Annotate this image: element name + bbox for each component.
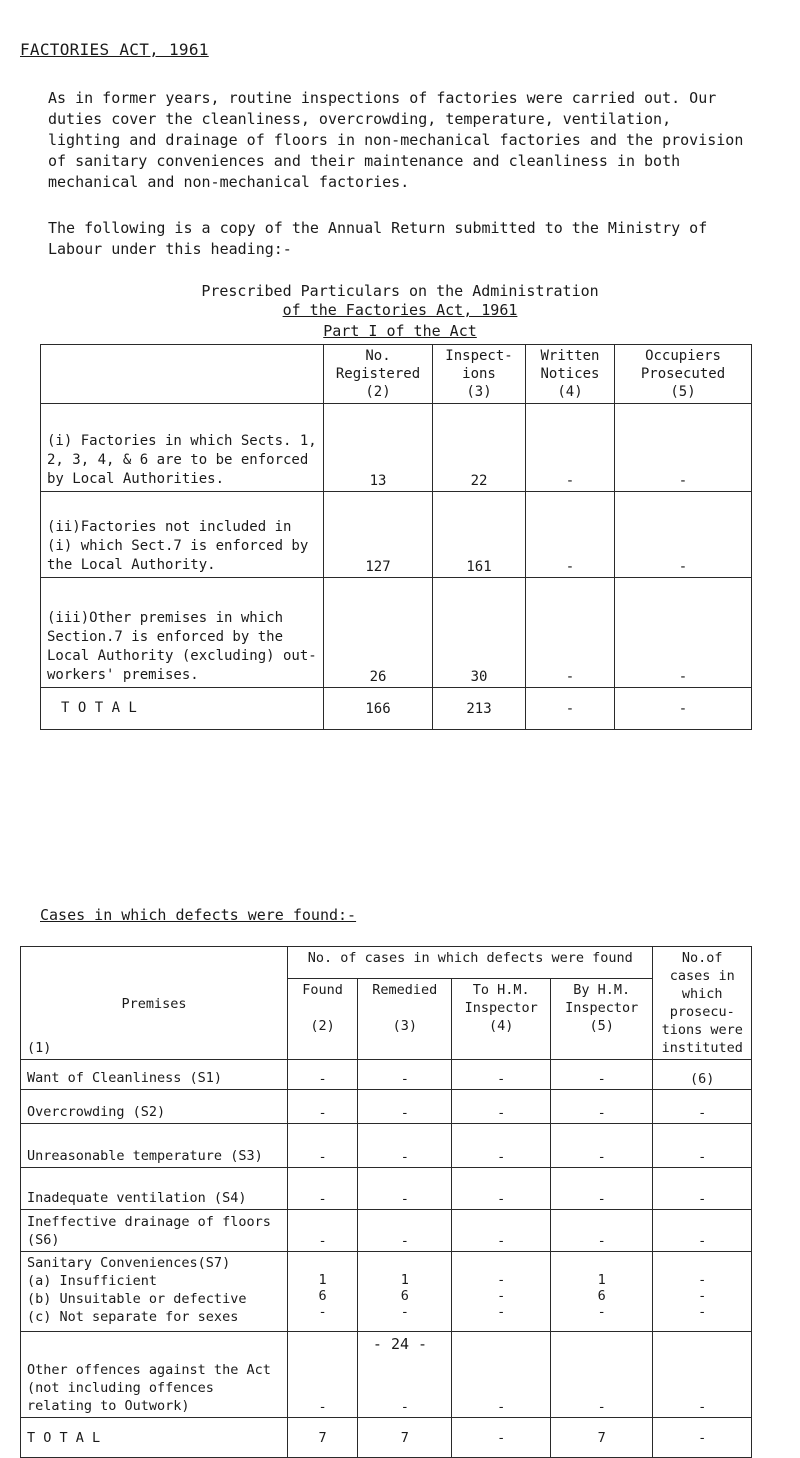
cases-title: Cases in which defects were found:-	[40, 906, 357, 924]
header-remedied	[358, 978, 452, 1059]
header-by-hm	[550, 978, 653, 1059]
sanitary-label-cell	[21, 1252, 288, 1332]
header-registered	[324, 345, 433, 404]
header-label: No. Registered	[335, 348, 421, 382]
value: -	[597, 1304, 606, 1320]
header-label: Written Notices	[540, 348, 600, 382]
row-label: (ii)Factories not included in (i) which Sect.7 is enforced by the Local Authority.	[41, 492, 324, 578]
row-label: Inadequate ventilation (S4)	[21, 1168, 288, 1210]
cell-prosecuted: -	[615, 404, 752, 492]
header-prosecuted	[615, 345, 752, 404]
premises-label: Premises	[121, 996, 187, 1012]
sub-num: (3)	[392, 1017, 417, 1034]
cell-found: -	[288, 1210, 358, 1252]
table-row	[21, 1090, 752, 1124]
total-remedied: 7	[358, 1418, 452, 1458]
cell-found: -	[288, 1332, 358, 1418]
cell-prosecutions	[653, 1060, 752, 1090]
cell-by-hm: -	[550, 1168, 653, 1210]
cell-found: -	[288, 1124, 358, 1168]
header-inspections	[433, 345, 526, 404]
cell-found: -	[288, 1168, 358, 1210]
total-row	[21, 1418, 752, 1458]
value: -	[400, 1304, 409, 1320]
cell-notices: -	[526, 578, 615, 688]
cell-to-hm: -	[452, 1090, 550, 1124]
sub-label: Found	[302, 981, 343, 998]
cell-by-hm	[550, 1252, 653, 1332]
total-prosecuted: -	[615, 688, 752, 730]
sanitary-row	[21, 1252, 752, 1332]
cell-prosecutions: -	[653, 1168, 752, 1210]
value: -	[497, 1288, 506, 1304]
cell-registered: 26	[324, 578, 433, 688]
cell-inspections: 22	[433, 404, 526, 492]
header-num: (3)	[466, 384, 492, 400]
header-premises	[21, 947, 288, 1060]
subtitle-line-1: Prescribed Particulars on the Administration	[201, 282, 599, 300]
header-label: Inspect- ions	[445, 348, 513, 382]
table-row	[41, 578, 752, 688]
value: -	[318, 1304, 327, 1320]
cell-by-hm: -	[550, 1090, 653, 1124]
row-label: Unreasonable temperature (S3)	[21, 1124, 288, 1168]
cell-prosecuted: -	[615, 492, 752, 578]
cell-by-hm: -	[550, 1210, 653, 1252]
cell-to-hm: -	[452, 1124, 550, 1168]
value: 6	[318, 1288, 327, 1304]
cell-to-hm: -	[452, 1332, 550, 1418]
value: -	[698, 1272, 707, 1288]
header-num: (4)	[557, 384, 583, 400]
cell-found	[288, 1252, 358, 1332]
table-row	[21, 1124, 752, 1168]
sub-label: To H.M. Inspector	[464, 981, 538, 1016]
cell-notices: -	[526, 404, 615, 492]
total-label: T O T A L	[21, 1418, 288, 1458]
table-row	[21, 1210, 752, 1252]
group-label: No. of cases in which defects were found	[307, 950, 633, 966]
row-label: Want of Cleanliness (S1)	[21, 1060, 288, 1090]
value: 1	[597, 1272, 606, 1288]
sub-label: Remedied	[372, 981, 438, 998]
value: 6	[597, 1288, 606, 1304]
sanitary-c-label: (c) Not separate for sexes	[27, 1309, 239, 1325]
header-label: Occupiers Prosecuted	[640, 348, 726, 382]
header-prosecutions	[653, 947, 752, 1060]
value: -	[698, 1288, 707, 1304]
header-notices	[526, 345, 615, 404]
cell-by-hm: -	[550, 1060, 653, 1090]
cell-remedied: -	[358, 1210, 452, 1252]
cell-found: -	[288, 1090, 358, 1124]
total-found: 7	[288, 1418, 358, 1458]
table-header-row	[21, 947, 752, 979]
table-row	[21, 1060, 752, 1090]
sub-num: (4)	[489, 1017, 514, 1034]
row-label: (i) Factories in which Sects. 1, 2, 3, 4, & 6 are to be enforced by Local Authorities.	[41, 404, 324, 492]
cell-notices: -	[526, 492, 615, 578]
value: -	[497, 1304, 506, 1320]
blank-header-cell	[41, 345, 324, 404]
cell-to-hm	[452, 1252, 550, 1332]
cell-to-hm: -	[452, 1060, 550, 1090]
row-label: Overcrowding (S2)	[21, 1090, 288, 1124]
row-label: (iii)Other premises in which Section.7 is enforced by the Local Authority (excluding) out-workers' premises.	[41, 578, 324, 688]
total-registered: 166	[324, 688, 433, 730]
cell-remedied: -	[358, 1124, 452, 1168]
cell-found: -	[288, 1060, 358, 1090]
total-inspections: 213	[433, 688, 526, 730]
prosecutions-num: (6)	[690, 1071, 715, 1087]
value: -	[698, 1304, 707, 1320]
table-row	[21, 1168, 752, 1210]
cell-prosecutions: -	[653, 1210, 752, 1252]
table-row	[41, 492, 752, 578]
cell-prosecutions	[653, 1252, 752, 1332]
row-label: Ineffective drainage of floors (S6)	[21, 1210, 288, 1252]
row-label: Other offences against the Act (not including offences relating to Outwork)	[21, 1332, 288, 1418]
value: 6	[400, 1288, 409, 1304]
part-title: Part I of the Act	[323, 322, 477, 340]
sanitary-heading: Sanitary Conveniences(S7)	[27, 1255, 231, 1271]
cell-inspections: 161	[433, 492, 526, 578]
cell-inspections: 30	[433, 578, 526, 688]
header-group	[288, 947, 653, 979]
subtitle-line-2: of the Factories Act, 1961	[282, 301, 518, 319]
sub-num: (5)	[589, 1017, 614, 1034]
table-header-row	[41, 345, 752, 404]
total-to-hm: -	[452, 1418, 550, 1458]
header-num: (2)	[365, 384, 391, 400]
page-heading: FACTORIES ACT, 1961	[20, 40, 209, 59]
value: -	[497, 1272, 506, 1288]
cell-remedied: -	[358, 1332, 452, 1418]
cell-prosecutions: -	[653, 1124, 752, 1168]
intro-paragraph: As in former years, routine inspections of factories were carried out. Our duties cover the cleanliness, overcrowding, temperature, ventilation, lighting and drainage of floors in non-mechanical factories and the provision of sanitary conveniences and their maintenance and cleanliness in both mechanical and non-mechanical factories.	[48, 89, 744, 191]
defects-table	[20, 946, 752, 1458]
total-notices: -	[526, 688, 615, 730]
return-paragraph: The following is a copy of the Annual Return submitted to the Ministry of Labour under this heading:-	[48, 219, 708, 258]
premises-num: (1)	[27, 1040, 52, 1056]
cell-by-hm: -	[550, 1124, 653, 1168]
total-prosecutions: -	[653, 1418, 752, 1458]
cell-prosecuted: -	[615, 578, 752, 688]
total-by-hm: 7	[550, 1418, 653, 1458]
cell-remedied: -	[358, 1168, 452, 1210]
cell-remedied: -	[358, 1090, 452, 1124]
sub-label: By H.M. Inspector	[565, 981, 639, 1016]
cell-prosecutions: -	[653, 1332, 752, 1418]
sub-num: (2)	[310, 1017, 335, 1034]
header-num: (5)	[670, 384, 696, 400]
total-label: T O T A L	[41, 688, 324, 730]
prosecutions-label: No.of cases in which prosecu- tions were instituted	[661, 950, 743, 1056]
sanitary-b-label: (b) Unsuitable or defective	[27, 1291, 247, 1307]
header-found	[288, 978, 358, 1059]
cell-prosecutions: -	[653, 1090, 752, 1124]
sanitary-a-label: (a) Insufficient	[27, 1273, 158, 1289]
cell-registered: 127	[324, 492, 433, 578]
cell-remedied	[358, 1252, 452, 1332]
header-to-hm	[452, 978, 550, 1059]
total-row	[41, 688, 752, 730]
cell-remedied: -	[358, 1060, 452, 1090]
value: 1	[400, 1272, 409, 1288]
value: 1	[318, 1272, 327, 1288]
cell-by-hm: -	[550, 1332, 653, 1418]
cell-to-hm: -	[452, 1210, 550, 1252]
cell-registered: 13	[324, 404, 433, 492]
page-number: - 24 -	[372, 1335, 428, 1353]
cell-to-hm: -	[452, 1168, 550, 1210]
part1-table	[40, 344, 752, 730]
table-row	[41, 404, 752, 492]
